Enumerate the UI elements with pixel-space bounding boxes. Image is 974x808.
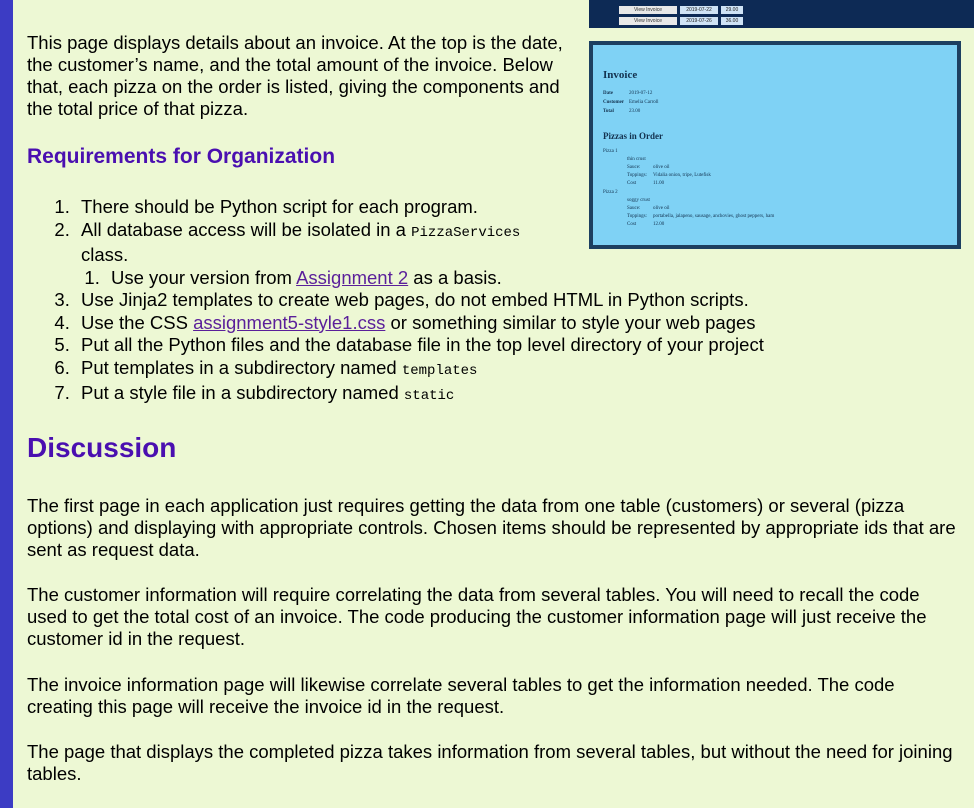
date-label: Date [603,91,613,96]
requirement-item [75,196,974,219]
invoice-row [619,6,743,15]
discussion-paragraph: The first page in each application just requires getting the data from one table (customers) or several (pizza options) and displaying with appropriate controls. Chosen items should be represented by appropriate ids that are sent as request data. [27,495,956,560]
discussion-paragraph: The customer information will require correlating the data from several tables. You will need to recall the code used to get the total cost of an invoice. The code producing the customer information page will just receive the customer id in the request. [27,584,927,649]
invoice-list-screenshot [589,0,974,28]
directory-name-code: templates [401,362,478,379]
pizzas-heading: Pizzas in Order [603,131,663,141]
pizza-2-sauce: olive oil [653,206,670,211]
requirement-text: There should be Python script for each program. [81,196,478,217]
pizza-2-cost-label: Cost [627,222,637,227]
discussion-heading: Discussion [27,432,177,463]
pizza-1-toppings: Vidalia onion, tripe, Lutefisk [653,173,711,178]
page [13,0,974,808]
discussion-paragraph: The invoice information page will likewise correlate several tables to get the information needed. The code creating this page will receive the invoice id in the request. [27,674,895,717]
date-value: 2019-07-12 [629,91,653,96]
intro-paragraph: This page displays details about an invoice. At the top is the date, the customer’s name, and the total amount of the invoice. Below that, each pizza on the order is listed, giving the components and the total price of that pizza. [27,32,563,119]
invoice-amount: 36.00 [721,17,743,25]
pizza-1-label: Pizza 1 [603,149,618,154]
invoice-date: 2019-07-26 [680,17,718,25]
requirement-item [75,312,974,335]
invoice-date: 2019-07-22 [680,6,718,14]
customer-value: Emelia Carroll [629,100,659,105]
class-name-code: PizzaServices [411,224,521,241]
pizza-1-cost: 11.00 [653,181,665,186]
pizza-2-crust: soggy crust [627,198,650,203]
pizza-2-sauce-label: Sauce: [627,206,641,211]
pizza-2-toppings: portabella, jalapeno, sausage, anchovies, ghost peppers, ham [653,214,775,219]
requirement-item [75,334,974,357]
directory-name-code: static [403,388,455,404]
total-value: 23.00 [629,109,641,114]
requirement-item [75,357,974,383]
requirement-text: Put templates in a subdirectory named [81,356,402,378]
assignment-2-link[interactable]: Assignment 2 [296,266,409,288]
pizza-1-toppings-label: Toppings: [627,173,647,178]
pizza-2-toppings-label: Toppings: [627,214,647,219]
requirement-text: Put a style file in a subdirectory named [81,382,404,403]
requirement-text: All database access will be isolated in a [81,218,412,240]
pizza-1-cost-label: Cost [627,181,637,186]
total-label: Total [603,109,614,114]
requirement-text: Put all the Python files and the database file in the top level directory of your project [81,334,764,355]
pizza-1-sauce-label: Sauce: [627,165,641,170]
customer-label: Customer [603,100,625,105]
pizza-1-crust: thin crust [627,157,646,162]
view-invoice-button: View Invoice [619,6,677,14]
pizza-2-cost: 12.00 [653,222,665,227]
invoice-title: Invoice [603,69,638,81]
requirement-item [75,289,974,312]
requirement-text: or something similar to style your web pages [385,311,756,333]
invoice-row [619,17,743,26]
requirement-text: Use your version from [111,266,297,288]
view-invoice-button: View Invoice [619,17,677,25]
requirement-item [75,382,974,408]
requirement-text: Use the CSS [81,311,194,333]
requirement-text: as a basis. [408,266,502,288]
invoice-amount: 29.00 [721,6,743,14]
requirement-text: class. [81,244,129,265]
discussion-paragraph: The page that displays the completed pizza takes information from several tables, but without the need for joining tables. [27,741,953,784]
requirement-subitem [105,267,561,290]
pizza-2-label: Pizza 2 [603,190,618,195]
requirement-text: Use Jinja2 templates to create web pages, do not embed HTML in Python scripts. [81,289,749,310]
requirements-list [27,196,974,408]
pizza-1-sauce: olive oil [653,165,670,170]
requirement-item [75,219,561,290]
requirement-sublist [81,267,561,290]
css-file-link[interactable]: assignment5-style1.css [193,311,386,333]
requirements-heading: Requirements for Organization [27,145,336,168]
